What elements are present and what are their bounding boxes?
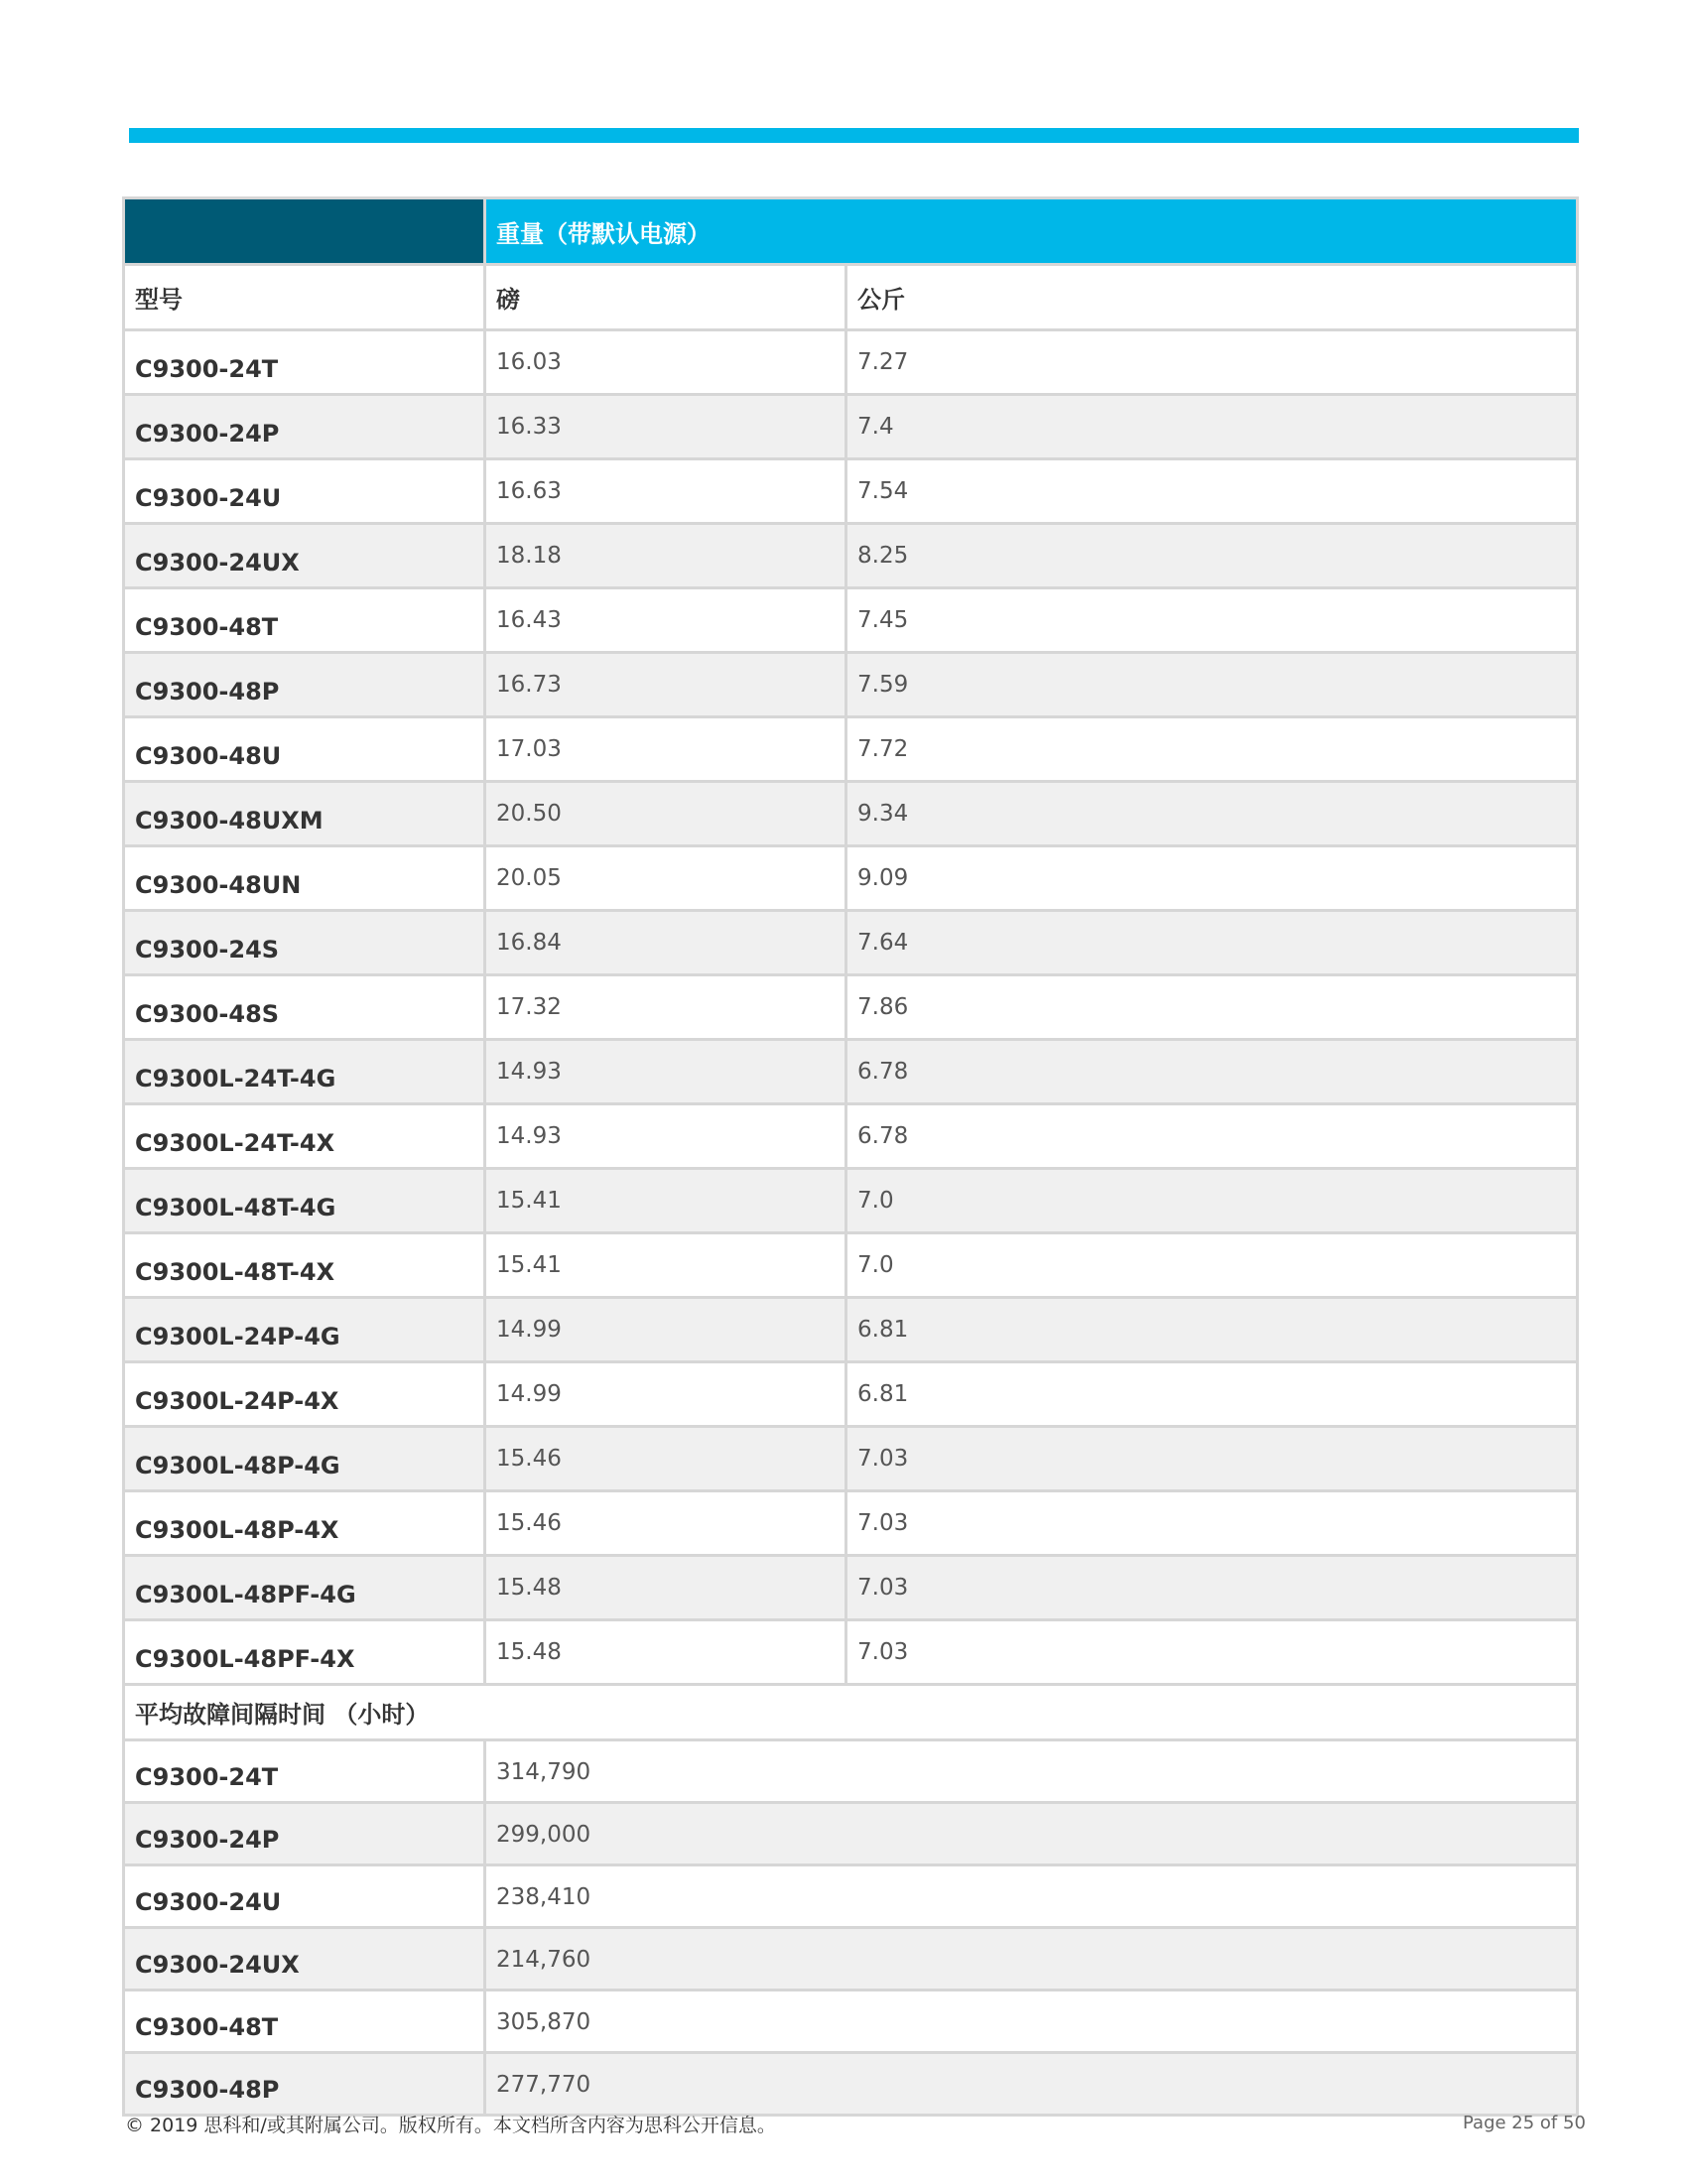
weight-lb-cell: 20.50 (485, 782, 846, 846)
model-cell: C9300-48T (124, 1991, 485, 2053)
mtbf-hours-cell: 277,770 (485, 2053, 1578, 2116)
mtbf-hours-cell: 299,000 (485, 1803, 1578, 1865)
model-cell: C9300-24P (124, 395, 485, 459)
table-row (124, 524, 1578, 588)
model-cell: C9300-48U (124, 717, 485, 782)
table-row (124, 459, 1578, 524)
weight-lb-cell: 14.93 (485, 1040, 846, 1104)
model-cell: C9300L-24P-4G (124, 1298, 485, 1362)
weight-kg-cell: 8.25 (846, 524, 1578, 588)
model-cell: C9300L-48PF-4X (124, 1620, 485, 1685)
table-row (124, 1556, 1578, 1620)
weight-kg-cell: 7.0 (846, 1233, 1578, 1298)
weight-kg-cell: 6.78 (846, 1104, 1578, 1169)
weight-kg-cell: 7.03 (846, 1427, 1578, 1491)
model-cell: C9300L-24T-4G (124, 1040, 485, 1104)
model-cell: C9300-24P (124, 1803, 485, 1865)
weight-lb-cell: 18.18 (485, 524, 846, 588)
model-cell: C9300-24S (124, 911, 485, 975)
model-cell: C9300-24U (124, 459, 485, 524)
model-cell: C9300L-24P-4X (124, 1362, 485, 1427)
weight-kg-cell: 7.27 (846, 330, 1578, 395)
mtbf-hours-cell: 314,790 (485, 1740, 1578, 1803)
table-row (124, 1928, 1578, 1991)
weight-lb-cell: 16.73 (485, 653, 846, 717)
table-row (124, 911, 1578, 975)
model-cell: C9300L-48PF-4G (124, 1556, 485, 1620)
mtbf-hours-cell: 305,870 (485, 1991, 1578, 2053)
table-row (124, 1040, 1578, 1104)
mtbf-hours-cell: 214,760 (485, 1928, 1578, 1991)
weight-kg-cell: 7.03 (846, 1556, 1578, 1620)
table-row (124, 1740, 1578, 1803)
table-row (124, 588, 1578, 653)
model-cell: C9300-48S (124, 975, 485, 1040)
header-blank-cell (124, 198, 485, 265)
weight-lb-cell: 14.99 (485, 1362, 846, 1427)
weight-lb-cell: 16.33 (485, 395, 846, 459)
column-header-row (124, 265, 1578, 330)
weight-lb-cell: 16.43 (485, 588, 846, 653)
footer-copyright: © 2019 思科和/或其附属公司。版权所有。本文档所含内容为思科公开信息。 (125, 2115, 776, 2136)
model-cell: C9300L-48P-4X (124, 1491, 485, 1556)
table-row (124, 1298, 1578, 1362)
table-row (124, 717, 1578, 782)
table-row (124, 1427, 1578, 1491)
table-row (124, 1233, 1578, 1298)
table-row (124, 782, 1578, 846)
weight-lb-cell: 15.48 (485, 1556, 846, 1620)
mtbf-section-header: 平均故障间隔时间 （小时） (124, 1685, 1578, 1740)
table-row (124, 1865, 1578, 1928)
table-row (124, 1104, 1578, 1169)
footer-page-number: Page 25 of 50 (1463, 2113, 1586, 2133)
table-row (124, 653, 1578, 717)
model-cell: C9300-48P (124, 653, 485, 717)
mtbf-section-row (124, 1685, 1578, 1740)
weight-kg-cell: 6.81 (846, 1362, 1578, 1427)
weight-kg-cell: 6.78 (846, 1040, 1578, 1104)
weight-kg-cell: 9.34 (846, 782, 1578, 846)
table-row (124, 1620, 1578, 1685)
model-cell: C9300-24UX (124, 524, 485, 588)
weight-kg-cell: 7.03 (846, 1620, 1578, 1685)
weight-kg-cell: 7.45 (846, 588, 1578, 653)
weight-kg-cell: 7.64 (846, 911, 1578, 975)
table-row (124, 846, 1578, 911)
weight-lb-cell: 20.05 (485, 846, 846, 911)
model-cell: C9300-24UX (124, 1928, 485, 1991)
weight-group-header: 重量（带默认电源） (485, 198, 1578, 265)
weight-kg-cell: 6.81 (846, 1298, 1578, 1362)
spec-table (122, 196, 1579, 2117)
table-row (124, 395, 1578, 459)
weight-lb-cell: 16.84 (485, 911, 846, 975)
weight-kg-cell: 7.54 (846, 459, 1578, 524)
model-cell: C9300-48UN (124, 846, 485, 911)
column-header-model: 型号 (124, 265, 485, 330)
table-row (124, 1803, 1578, 1865)
column-header-kg: 公斤 (846, 265, 1578, 330)
model-cell: C9300-48P (124, 2053, 485, 2116)
group-header-row (124, 198, 1578, 265)
weight-kg-cell: 7.72 (846, 717, 1578, 782)
weight-kg-cell: 9.09 (846, 846, 1578, 911)
weight-lb-cell: 15.46 (485, 1427, 846, 1491)
model-cell: C9300-48UXM (124, 782, 485, 846)
model-cell: C9300L-48P-4G (124, 1427, 485, 1491)
table-row (124, 330, 1578, 395)
weight-kg-cell: 7.59 (846, 653, 1578, 717)
weight-lb-cell: 14.93 (485, 1104, 846, 1169)
model-cell: C9300L-48T-4X (124, 1233, 485, 1298)
weight-lb-cell: 15.48 (485, 1620, 846, 1685)
table-row (124, 1169, 1578, 1233)
model-cell: C9300-24U (124, 1865, 485, 1928)
model-cell: C9300-24T (124, 330, 485, 395)
weight-lb-cell: 15.41 (485, 1233, 846, 1298)
model-cell: C9300-24T (124, 1740, 485, 1803)
weight-kg-cell: 7.03 (846, 1491, 1578, 1556)
weight-lb-cell: 16.63 (485, 459, 846, 524)
weight-lb-cell: 14.99 (485, 1298, 846, 1362)
weight-lb-cell: 17.32 (485, 975, 846, 1040)
top-accent-bar (129, 128, 1579, 143)
weight-lb-cell: 15.41 (485, 1169, 846, 1233)
weight-kg-cell: 7.4 (846, 395, 1578, 459)
table-row (124, 975, 1578, 1040)
model-cell: C9300L-48T-4G (124, 1169, 485, 1233)
weight-kg-cell: 7.0 (846, 1169, 1578, 1233)
weight-lb-cell: 17.03 (485, 717, 846, 782)
table-row (124, 1991, 1578, 2053)
weight-lb-cell: 15.46 (485, 1491, 846, 1556)
weight-lb-cell: 16.03 (485, 330, 846, 395)
table-row (124, 2053, 1578, 2116)
model-cell: C9300-48T (124, 588, 485, 653)
table-row (124, 1362, 1578, 1427)
weight-kg-cell: 7.86 (846, 975, 1578, 1040)
table-row (124, 1491, 1578, 1556)
column-header-lb: 磅 (485, 265, 846, 330)
model-cell: C9300L-24T-4X (124, 1104, 485, 1169)
mtbf-hours-cell: 238,410 (485, 1865, 1578, 1928)
